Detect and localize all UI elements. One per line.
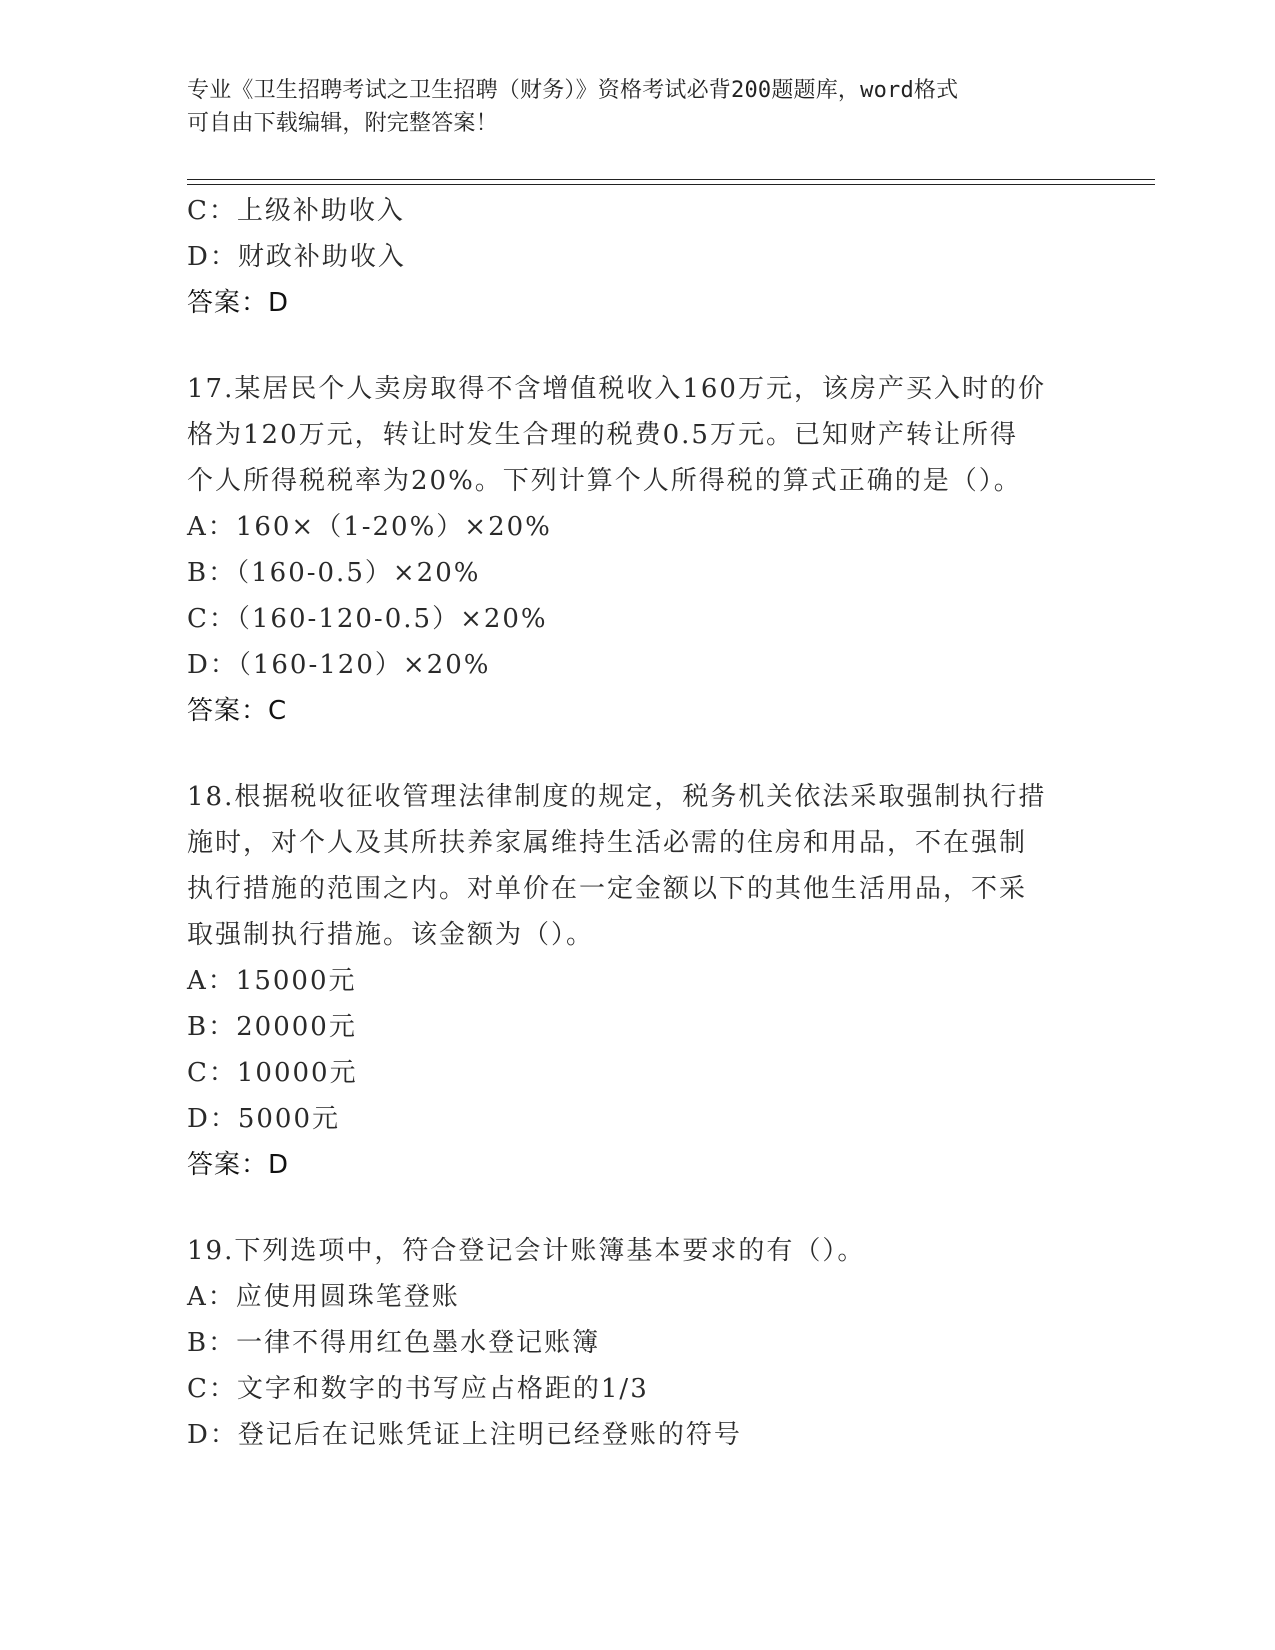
option-c: C：上级补助收入: [187, 196, 405, 226]
header-line-1: 专业《卫生招聘考试之卫生招聘（财务）》资格考试必背200题题库，word格式: [187, 78, 959, 103]
question-text-line: 个人所得税税率为20%。下列计算个人所得税的算式正确的是（）。: [187, 466, 1022, 496]
question-18: [187, 774, 1087, 1188]
option-d: D：5000元: [187, 1104, 341, 1134]
option-d: D：（160-120）×20%: [187, 650, 491, 680]
answer-line: 答案：D: [187, 1150, 290, 1180]
answer-line: 答案：C: [187, 696, 288, 726]
option-b: B：（160-0.5）×20%: [187, 558, 481, 588]
document-header: [187, 74, 1087, 140]
header-line-2: 可自由下载编辑，附完整答案！: [187, 111, 498, 136]
option-c: C：10000元: [187, 1058, 358, 1088]
option-a: A：160×（1-20%）×20%: [187, 512, 552, 542]
question-content: [187, 188, 1087, 1458]
question-text-line: 19.下列选项中，符合登记会计账簿基本要求的有（）。: [187, 1236, 866, 1266]
prev-question: [187, 188, 1087, 326]
option-b: B：一律不得用红色墨水登记账簿: [187, 1328, 601, 1358]
option-a: A：15000元: [187, 966, 357, 996]
question-text-line: 18.根据税收征收管理法律制度的规定，税务机关依法采取强制执行措: [187, 782, 1047, 812]
option-a: A：应使用圆珠笔登账: [187, 1282, 460, 1312]
question-text-line: 施时，对个人及其所扶养家属维持生活必需的住房和用品，不在强制: [187, 828, 1028, 858]
question-19: [187, 1228, 1087, 1458]
option-c: C：（160-120-0.5）×20%: [187, 604, 548, 634]
option-d: D：登记后在记账凭证上注明已经登账的符号: [187, 1420, 742, 1450]
spacer: [187, 1188, 1087, 1228]
option-b: B：20000元: [187, 1012, 357, 1042]
question-text-line: 取强制执行措施。该金额为（）。: [187, 920, 595, 950]
question-17: [187, 366, 1087, 734]
option-d: D：财政补助收入: [187, 242, 406, 272]
question-text-line: 执行措施的范围之内。对单价在一定金额以下的其他生活用品，不采: [187, 874, 1028, 904]
answer-line: 答案：D: [187, 288, 290, 318]
question-text-line: 17.某居民个人卖房取得不含增值税收入160万元，该房产买入时的价: [187, 374, 1046, 404]
spacer: [187, 734, 1087, 774]
option-c: C：文字和数字的书写应占格距的1/3: [187, 1374, 649, 1404]
question-text-line: 格为120万元，转让时发生合理的税费0.5万元。已知财产转让所得: [187, 420, 1018, 450]
header-divider-top: [187, 179, 1155, 180]
spacer: [187, 326, 1087, 366]
header-divider-bottom: [187, 184, 1155, 185]
